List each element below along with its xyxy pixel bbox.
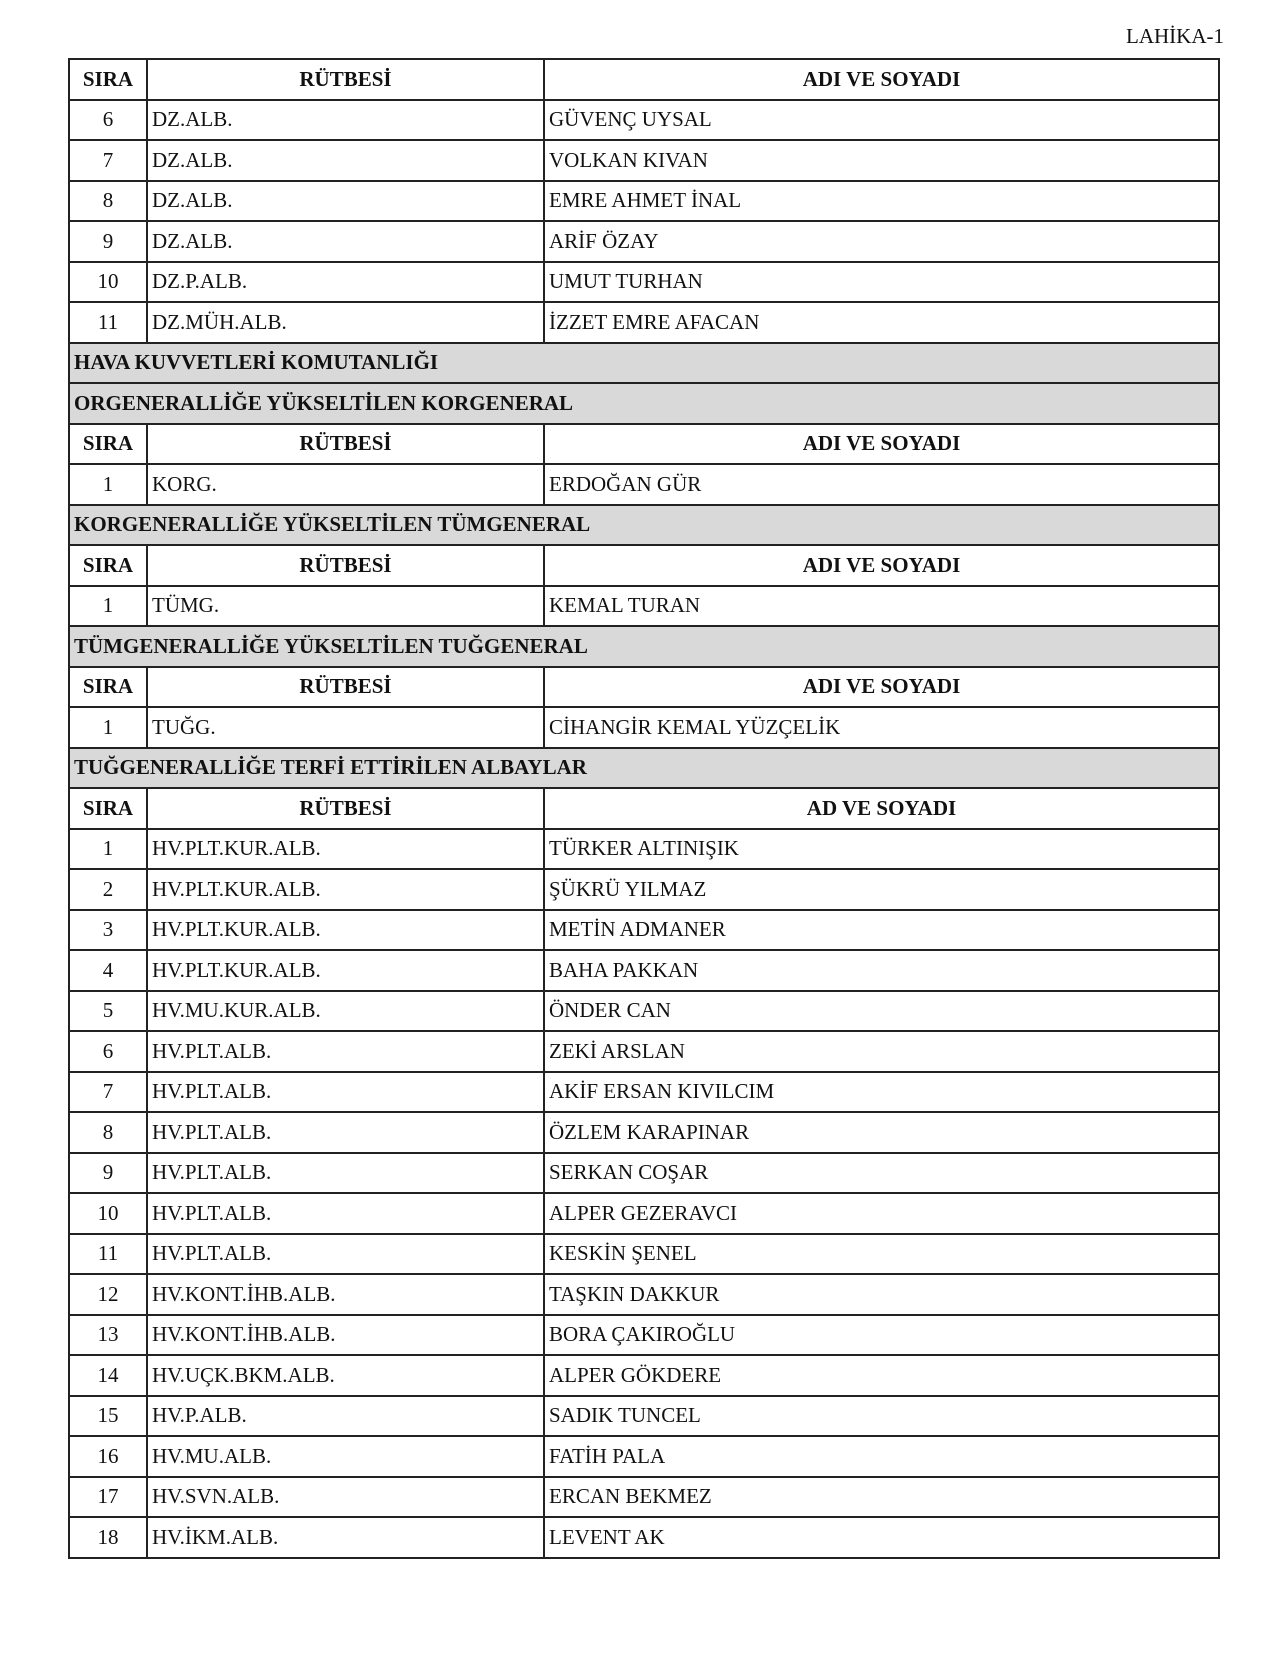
header-ad-soyad: ADI VE SOYADI bbox=[544, 545, 1219, 586]
table-row bbox=[69, 991, 1219, 1032]
cell-sira: 7 bbox=[69, 140, 147, 181]
cell-sira: 11 bbox=[69, 302, 147, 343]
table-row bbox=[69, 1072, 1219, 1113]
table-row bbox=[69, 950, 1219, 991]
header-sira: SIRA bbox=[69, 424, 147, 465]
cell-sira: 8 bbox=[69, 1112, 147, 1153]
cell-ad-soyad: KEMAL TURAN bbox=[544, 586, 1219, 627]
cell-rutbe: HV.PLT.KUR.ALB. bbox=[147, 910, 544, 951]
table-row bbox=[69, 1355, 1219, 1396]
cell-rutbe: DZ.P.ALB. bbox=[147, 262, 544, 303]
table-header-row bbox=[69, 667, 1219, 708]
cell-ad-soyad: ALPER GEZERAVCI bbox=[544, 1193, 1219, 1234]
table-row bbox=[69, 1396, 1219, 1437]
cell-rutbe: HV.MU.KUR.ALB. bbox=[147, 991, 544, 1032]
cell-ad-soyad: VOLKAN KIVAN bbox=[544, 140, 1219, 181]
section-title-row bbox=[69, 383, 1219, 424]
table-row bbox=[69, 1153, 1219, 1194]
cell-rutbe: HV.MU.ALB. bbox=[147, 1436, 544, 1477]
cell-rutbe: HV.KONT.İHB.ALB. bbox=[147, 1274, 544, 1315]
cell-sira: 11 bbox=[69, 1234, 147, 1275]
cell-rutbe: HV.PLT.ALB. bbox=[147, 1234, 544, 1275]
cell-sira: 18 bbox=[69, 1517, 147, 1558]
cell-sira: 9 bbox=[69, 221, 147, 262]
header-sira: SIRA bbox=[69, 545, 147, 586]
table-row bbox=[69, 1112, 1219, 1153]
cell-ad-soyad: İZZET EMRE AFACAN bbox=[544, 302, 1219, 343]
cell-ad-soyad: KESKİN ŞENEL bbox=[544, 1234, 1219, 1275]
cell-sira: 1 bbox=[69, 586, 147, 627]
cell-ad-soyad: ÖZLEM KARAPINAR bbox=[544, 1112, 1219, 1153]
table-row bbox=[69, 910, 1219, 951]
header-rutbe: RÜTBESİ bbox=[147, 545, 544, 586]
cell-sira: 1 bbox=[69, 829, 147, 870]
cell-rutbe: HV.PLT.ALB. bbox=[147, 1112, 544, 1153]
section-title-row bbox=[69, 505, 1219, 546]
table-row bbox=[69, 1477, 1219, 1518]
cell-sira: 5 bbox=[69, 991, 147, 1032]
header-ad-soyad: AD VE SOYADI bbox=[544, 788, 1219, 829]
cell-rutbe: HV.P.ALB. bbox=[147, 1396, 544, 1437]
cell-ad-soyad: FATİH PALA bbox=[544, 1436, 1219, 1477]
header-rutbe: RÜTBESİ bbox=[147, 59, 544, 100]
cell-sira: 17 bbox=[69, 1477, 147, 1518]
cell-ad-soyad: ARİF ÖZAY bbox=[544, 221, 1219, 262]
cell-ad-soyad: SERKAN COŞAR bbox=[544, 1153, 1219, 1194]
table-row bbox=[69, 140, 1219, 181]
cell-sira: 15 bbox=[69, 1396, 147, 1437]
cell-sira: 6 bbox=[69, 100, 147, 141]
cell-rutbe: DZ.ALB. bbox=[147, 100, 544, 141]
cell-rutbe: DZ.ALB. bbox=[147, 140, 544, 181]
cell-ad-soyad: METİN ADMANER bbox=[544, 910, 1219, 951]
cell-rutbe: HV.İKM.ALB. bbox=[147, 1517, 544, 1558]
cell-ad-soyad: ÖNDER CAN bbox=[544, 991, 1219, 1032]
table-row bbox=[69, 181, 1219, 222]
cell-sira: 10 bbox=[69, 262, 147, 303]
header-sira: SIRA bbox=[69, 59, 147, 100]
cell-sira: 10 bbox=[69, 1193, 147, 1234]
section-title: TÜMGENERALLİĞE YÜKSELTİLEN TUĞGENERAL bbox=[69, 626, 1219, 667]
cell-rutbe: DZ.MÜH.ALB. bbox=[147, 302, 544, 343]
cell-ad-soyad: ERDOĞAN GÜR bbox=[544, 464, 1219, 505]
promotion-table bbox=[68, 58, 1220, 1559]
table-row bbox=[69, 829, 1219, 870]
cell-sira: 1 bbox=[69, 464, 147, 505]
cell-sira: 14 bbox=[69, 1355, 147, 1396]
cell-sira: 16 bbox=[69, 1436, 147, 1477]
cell-ad-soyad: SADIK TUNCEL bbox=[544, 1396, 1219, 1437]
table-row bbox=[69, 1315, 1219, 1356]
table-row bbox=[69, 262, 1219, 303]
cell-rutbe: HV.PLT.ALB. bbox=[147, 1072, 544, 1113]
table-row bbox=[69, 1436, 1219, 1477]
cell-sira: 13 bbox=[69, 1315, 147, 1356]
cell-ad-soyad: GÜVENÇ UYSAL bbox=[544, 100, 1219, 141]
table-header-row bbox=[69, 424, 1219, 465]
table-row bbox=[69, 1031, 1219, 1072]
cell-sira: 12 bbox=[69, 1274, 147, 1315]
header-rutbe: RÜTBESİ bbox=[147, 788, 544, 829]
table-header-row bbox=[69, 788, 1219, 829]
cell-rutbe: HV.PLT.KUR.ALB. bbox=[147, 950, 544, 991]
cell-sira: 2 bbox=[69, 869, 147, 910]
cell-rutbe: TUĞG. bbox=[147, 707, 544, 748]
section-title-row bbox=[69, 626, 1219, 667]
header-rutbe: RÜTBESİ bbox=[147, 667, 544, 708]
header-rutbe: RÜTBESİ bbox=[147, 424, 544, 465]
cell-rutbe: HV.PLT.ALB. bbox=[147, 1153, 544, 1194]
cell-sira: 4 bbox=[69, 950, 147, 991]
cell-ad-soyad: AKİF ERSAN KIVILCIM bbox=[544, 1072, 1219, 1113]
cell-rutbe: HV.SVN.ALB. bbox=[147, 1477, 544, 1518]
cell-ad-soyad: UMUT TURHAN bbox=[544, 262, 1219, 303]
table-row bbox=[69, 1517, 1219, 1558]
section-title-row bbox=[69, 748, 1219, 789]
cell-ad-soyad: TÜRKER ALTINIŞIK bbox=[544, 829, 1219, 870]
table-header-row bbox=[69, 545, 1219, 586]
table-row bbox=[69, 869, 1219, 910]
cell-ad-soyad: TAŞKIN DAKKUR bbox=[544, 1274, 1219, 1315]
cell-sira: 9 bbox=[69, 1153, 147, 1194]
table-header-row bbox=[69, 59, 1219, 100]
cell-ad-soyad: EMRE AHMET İNAL bbox=[544, 181, 1219, 222]
cell-rutbe: HV.KONT.İHB.ALB. bbox=[147, 1315, 544, 1356]
cell-ad-soyad: ERCAN BEKMEZ bbox=[544, 1477, 1219, 1518]
table-row bbox=[69, 1193, 1219, 1234]
header-ad-soyad: ADI VE SOYADI bbox=[544, 667, 1219, 708]
section-title: TUĞGENERALLİĞE TERFİ ETTİRİLEN ALBAYLAR bbox=[69, 748, 1219, 789]
section-title-row bbox=[69, 343, 1219, 384]
table-row bbox=[69, 1234, 1219, 1275]
header-ad-soyad: ADI VE SOYADI bbox=[544, 424, 1219, 465]
cell-sira: 3 bbox=[69, 910, 147, 951]
cell-rutbe: KORG. bbox=[147, 464, 544, 505]
section-title: KORGENERALLİĞE YÜKSELTİLEN TÜMGENERAL bbox=[69, 505, 1219, 546]
cell-rutbe: DZ.ALB. bbox=[147, 181, 544, 222]
cell-sira: 8 bbox=[69, 181, 147, 222]
cell-rutbe: TÜMG. bbox=[147, 586, 544, 627]
cell-rutbe: DZ.ALB. bbox=[147, 221, 544, 262]
page-label: LAHİKA-1 bbox=[1126, 24, 1224, 48]
cell-ad-soyad: CİHANGİR KEMAL YÜZÇELİK bbox=[544, 707, 1219, 748]
table-row bbox=[69, 586, 1219, 627]
table-row bbox=[69, 100, 1219, 141]
table-row bbox=[69, 302, 1219, 343]
header-sira: SIRA bbox=[69, 667, 147, 708]
header-ad-soyad: ADI VE SOYADI bbox=[544, 59, 1219, 100]
cell-rutbe: HV.PLT.KUR.ALB. bbox=[147, 829, 544, 870]
header-sira: SIRA bbox=[69, 788, 147, 829]
cell-rutbe: HV.PLT.KUR.ALB. bbox=[147, 869, 544, 910]
cell-sira: 1 bbox=[69, 707, 147, 748]
table-row bbox=[69, 707, 1219, 748]
promotion-table-body bbox=[69, 59, 1219, 1558]
cell-ad-soyad: ZEKİ ARSLAN bbox=[544, 1031, 1219, 1072]
table-row bbox=[69, 464, 1219, 505]
section-title: HAVA KUVVETLERİ KOMUTANLIĞI bbox=[69, 343, 1219, 384]
cell-ad-soyad: BAHA PAKKAN bbox=[544, 950, 1219, 991]
section-title: ORGENERALLİĞE YÜKSELTİLEN KORGENERAL bbox=[69, 383, 1219, 424]
cell-rutbe: HV.UÇK.BKM.ALB. bbox=[147, 1355, 544, 1396]
cell-ad-soyad: ŞÜKRÜ YILMAZ bbox=[544, 869, 1219, 910]
cell-rutbe: HV.PLT.ALB. bbox=[147, 1031, 544, 1072]
cell-ad-soyad: LEVENT AK bbox=[544, 1517, 1219, 1558]
cell-rutbe: HV.PLT.ALB. bbox=[147, 1193, 544, 1234]
cell-ad-soyad: ALPER GÖKDERE bbox=[544, 1355, 1219, 1396]
table-row bbox=[69, 221, 1219, 262]
cell-sira: 6 bbox=[69, 1031, 147, 1072]
table-row bbox=[69, 1274, 1219, 1315]
cell-ad-soyad: BORA ÇAKIROĞLU bbox=[544, 1315, 1219, 1356]
cell-sira: 7 bbox=[69, 1072, 147, 1113]
